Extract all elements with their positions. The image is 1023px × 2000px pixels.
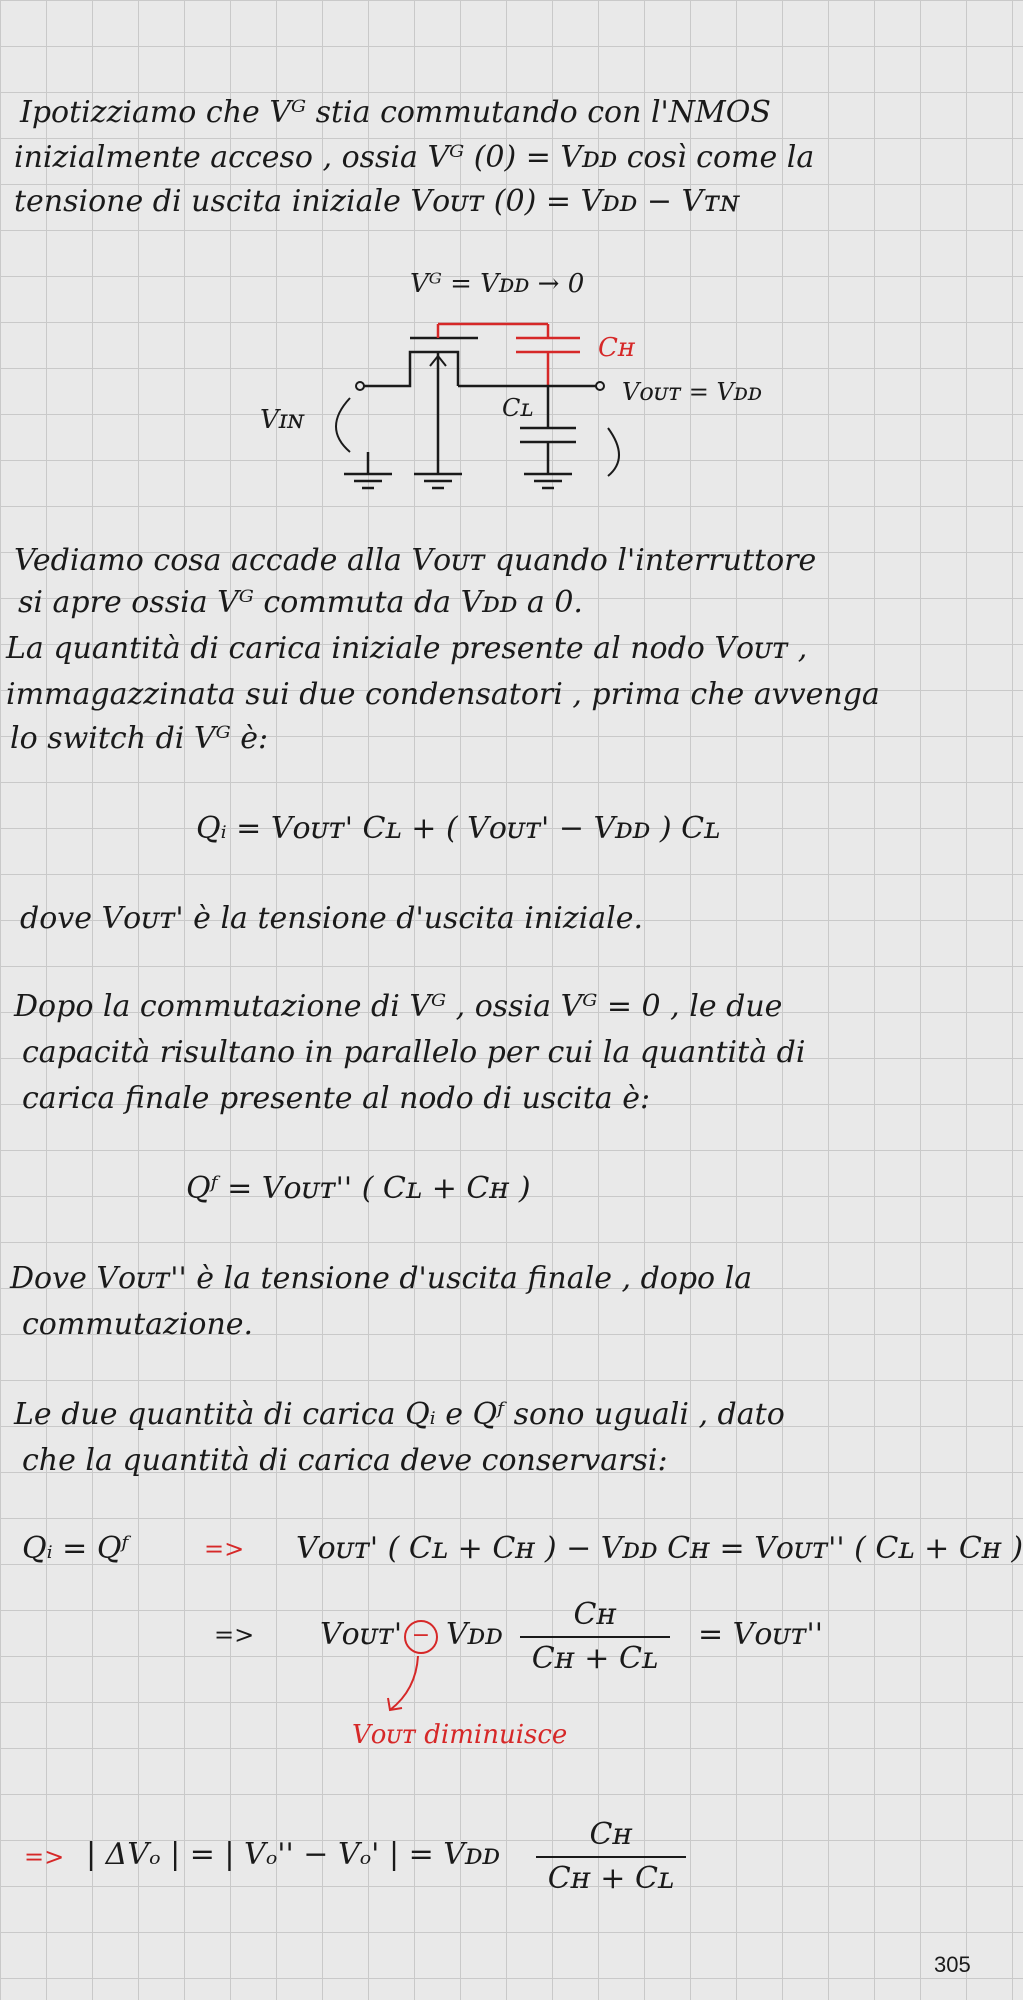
text-line: commutazione. bbox=[22, 1307, 254, 1342]
fraction-ch-over-sum bbox=[520, 1598, 670, 1676]
note-arrow bbox=[380, 1652, 430, 1718]
equation-final-charge: Qᶠ = Vᴏᴜᴛ'' ( Cʟ + Cʜ ) bbox=[186, 1171, 531, 1206]
cl-label: Cʟ bbox=[502, 394, 534, 422]
text-line: lo switch di Vᴳ è: bbox=[10, 721, 269, 756]
vg-label: Vᴳ = Vᴅᴅ → 0 bbox=[410, 269, 585, 299]
implies-arrow: => bbox=[24, 1843, 65, 1871]
text-line: carica finale presente al nodo di uscita è: bbox=[22, 1081, 651, 1116]
text-line: immagazzinata sui due condensatori , prima che avvenga bbox=[6, 677, 880, 712]
text-line: che la quantità di carica deve conservarsi: bbox=[22, 1443, 668, 1478]
text-line: Le due quantità di carica Qᵢ e Qᶠ sono uguali , dato bbox=[14, 1397, 785, 1432]
equation-vout-initial: Vᴏᴜᴛ' bbox=[320, 1617, 403, 1652]
text-line: dove Vᴏᴜᴛ' è la tensione d'uscita iniziale. bbox=[20, 901, 643, 936]
equation-vdd: Vᴅᴅ bbox=[446, 1617, 503, 1652]
text-line: si apre ossia Vᴳ commuta da Vᴅᴅ a 0. bbox=[18, 585, 583, 620]
text-line: Ipotizziamo che Vᴳ stia commutando con l'NMOS bbox=[20, 95, 771, 130]
equation-initial-charge: Qᵢ = Vᴏᴜᴛ' Cʟ + ( Vᴏᴜᴛ' − Vᴅᴅ ) Cʟ bbox=[196, 811, 721, 846]
text-line: La quantità di carica iniziale presente al nodo Vᴏᴜᴛ , bbox=[6, 631, 808, 666]
equation-delta-vo: | ΔVₒ | = | Vₒ'' − Vₒ' | = Vᴅᴅ bbox=[86, 1837, 501, 1872]
note-vout-decreases: Vᴏᴜᴛ diminuisce bbox=[352, 1720, 568, 1750]
circuit-diagram bbox=[260, 268, 810, 498]
text-line: Vediamo cosa accade alla Vᴏᴜᴛ quando l'interruttore bbox=[14, 543, 817, 578]
implies-arrow: => bbox=[204, 1535, 245, 1563]
vout-label: Vᴏᴜᴛ = Vᴅᴅ bbox=[622, 378, 762, 406]
text-line: tensione di uscita iniziale Vᴏᴜᴛ (0) = Vᴅᴅ − Vᴛɴ bbox=[14, 184, 740, 219]
implies-arrow: => bbox=[214, 1621, 255, 1649]
equation-vout-final: = Vᴏᴜᴛ'' bbox=[698, 1617, 824, 1652]
vin-label: Vɪɴ bbox=[260, 405, 304, 435]
ch-label: Cʜ bbox=[598, 333, 636, 363]
text-line: capacità risultano in parallelo per cui la quantità di bbox=[22, 1035, 806, 1070]
fraction-denominator: Cʜ + Cʟ bbox=[547, 1861, 675, 1896]
text-line: inizialmente acceso , ossia Vᴳ (0) = Vᴅᴅ così come la bbox=[14, 140, 815, 175]
equation-charge-equality-rhs: Vᴏᴜᴛ' ( Cʟ + Cʜ ) − Vᴅᴅ Cʜ = Vᴏᴜᴛ'' ( Cʟ + Cʜ ) bbox=[296, 1531, 1023, 1566]
text-line: Dopo la commutazione di Vᴳ , ossia Vᴳ = 0 , le due bbox=[14, 989, 783, 1024]
minus-sign-highlight: − bbox=[404, 1620, 438, 1654]
fraction-numerator: Cʜ bbox=[520, 1598, 670, 1638]
equation-charge-equality-lhs: Qᵢ = Qᶠ bbox=[22, 1531, 129, 1566]
fraction-numerator: Cʜ bbox=[536, 1818, 686, 1858]
text-line: Dove Vᴏᴜᴛ'' è la tensione d'uscita finale , dopo la bbox=[10, 1261, 753, 1296]
page-number: 305 bbox=[934, 1952, 971, 1977]
fraction-ch-over-sum bbox=[536, 1818, 686, 1896]
fraction-denominator: Cʜ + Cʟ bbox=[531, 1641, 659, 1676]
